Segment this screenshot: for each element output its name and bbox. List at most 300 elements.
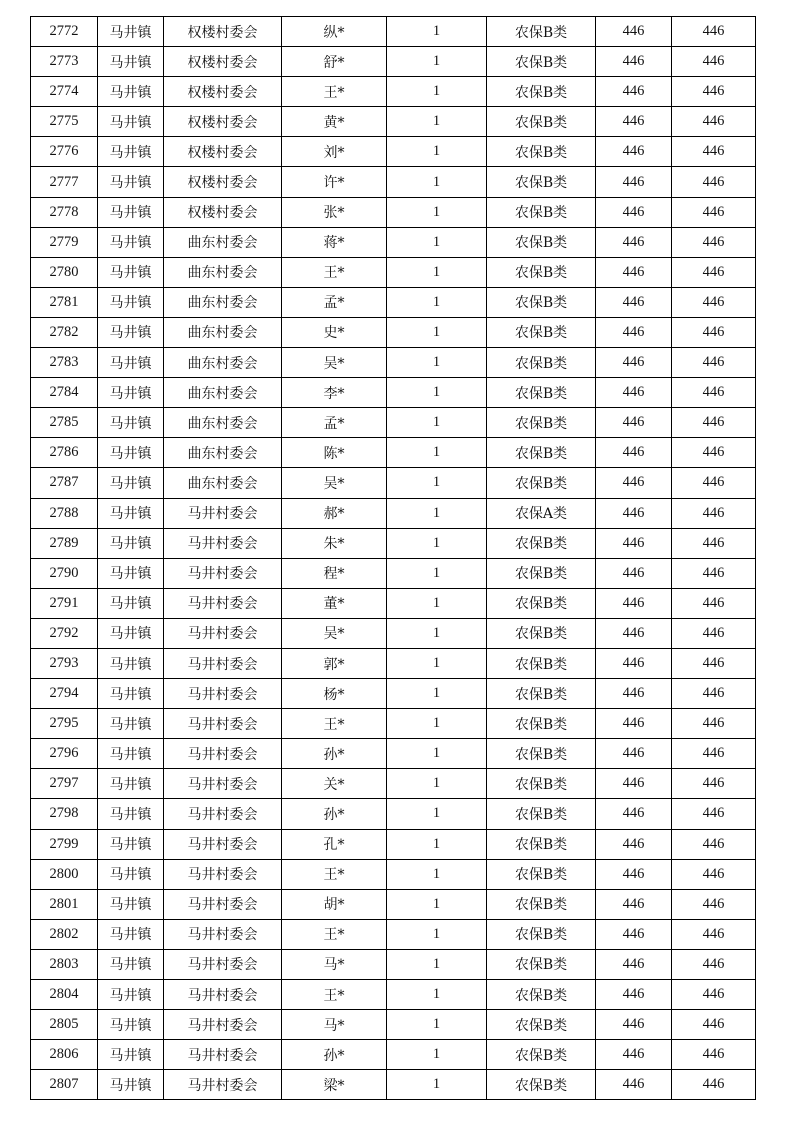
category-cell: 农保B类 [487, 257, 596, 287]
amount-cell: 446 [596, 77, 672, 107]
town-cell: 马井镇 [98, 287, 164, 317]
amount-cell: 446 [596, 769, 672, 799]
count-cell: 1 [387, 859, 487, 889]
count-cell: 1 [387, 107, 487, 137]
amount-cell: 446 [596, 468, 672, 498]
name-cell: 杨* [282, 679, 387, 709]
total-cell: 446 [672, 498, 756, 528]
count-cell: 1 [387, 378, 487, 408]
town-cell: 马井镇 [98, 197, 164, 227]
table-row [31, 1010, 756, 1040]
total-cell: 446 [672, 227, 756, 257]
table-row [31, 137, 756, 167]
serial-number-cell: 2786 [31, 438, 98, 468]
serial-number-cell: 2796 [31, 739, 98, 769]
town-cell: 马井镇 [98, 829, 164, 859]
serial-number-cell: 2795 [31, 709, 98, 739]
name-cell: 刘* [282, 137, 387, 167]
total-cell: 446 [672, 648, 756, 678]
table-row [31, 438, 756, 468]
amount-cell: 446 [596, 919, 672, 949]
amount-cell: 446 [596, 980, 672, 1010]
count-cell: 1 [387, 949, 487, 979]
category-cell: 农保B类 [487, 197, 596, 227]
amount-cell: 446 [596, 739, 672, 769]
name-cell: 吴* [282, 348, 387, 378]
village-committee-cell: 权楼村委会 [164, 137, 282, 167]
serial-number-cell: 2781 [31, 287, 98, 317]
count-cell: 1 [387, 197, 487, 227]
count-cell: 1 [387, 1040, 487, 1070]
amount-cell: 446 [596, 137, 672, 167]
table-row [31, 919, 756, 949]
town-cell: 马井镇 [98, 949, 164, 979]
count-cell: 1 [387, 769, 487, 799]
village-committee-cell: 马井村委会 [164, 618, 282, 648]
amount-cell: 446 [596, 648, 672, 678]
total-cell: 446 [672, 679, 756, 709]
village-committee-cell: 马井村委会 [164, 1070, 282, 1100]
count-cell: 1 [387, 498, 487, 528]
village-committee-cell: 马井村委会 [164, 709, 282, 739]
amount-cell: 446 [596, 528, 672, 558]
town-cell: 马井镇 [98, 889, 164, 919]
village-committee-cell: 权楼村委会 [164, 77, 282, 107]
serial-number-cell: 2799 [31, 829, 98, 859]
amount-cell: 446 [596, 378, 672, 408]
category-cell: 农保B类 [487, 889, 596, 919]
town-cell: 马井镇 [98, 77, 164, 107]
table-row [31, 679, 756, 709]
serial-number-cell: 2805 [31, 1010, 98, 1040]
category-cell: 农保B类 [487, 287, 596, 317]
name-cell: 吴* [282, 468, 387, 498]
table-row [31, 77, 756, 107]
table-row [31, 949, 756, 979]
table-row [31, 859, 756, 889]
village-committee-cell: 曲东村委会 [164, 257, 282, 287]
table-row [31, 317, 756, 347]
category-cell: 农保B类 [487, 769, 596, 799]
total-cell: 446 [672, 287, 756, 317]
total-cell: 446 [672, 859, 756, 889]
count-cell: 1 [387, 618, 487, 648]
serial-number-cell: 2790 [31, 558, 98, 588]
village-committee-cell: 马井村委会 [164, 859, 282, 889]
table-row [31, 889, 756, 919]
total-cell: 446 [672, 378, 756, 408]
count-cell: 1 [387, 257, 487, 287]
count-cell: 1 [387, 739, 487, 769]
count-cell: 1 [387, 408, 487, 438]
table-row [31, 558, 756, 588]
total-cell: 446 [672, 317, 756, 347]
category-cell: 农保B类 [487, 618, 596, 648]
count-cell: 1 [387, 287, 487, 317]
total-cell: 446 [672, 1070, 756, 1100]
document-page [30, 16, 755, 1100]
category-cell: 农保B类 [487, 317, 596, 347]
village-committee-cell: 马井村委会 [164, 498, 282, 528]
amount-cell: 446 [596, 859, 672, 889]
serial-number-cell: 2773 [31, 47, 98, 77]
amount-cell: 446 [596, 679, 672, 709]
total-cell: 446 [672, 167, 756, 197]
total-cell: 446 [672, 709, 756, 739]
serial-number-cell: 2778 [31, 197, 98, 227]
name-cell: 李* [282, 378, 387, 408]
total-cell: 446 [672, 769, 756, 799]
count-cell: 1 [387, 47, 487, 77]
village-committee-cell: 马井村委会 [164, 799, 282, 829]
serial-number-cell: 2788 [31, 498, 98, 528]
category-cell: 农保B类 [487, 829, 596, 859]
amount-cell: 446 [596, 348, 672, 378]
amount-cell: 446 [596, 498, 672, 528]
name-cell: 孙* [282, 739, 387, 769]
total-cell: 446 [672, 1040, 756, 1070]
name-cell: 陈* [282, 438, 387, 468]
serial-number-cell: 2804 [31, 980, 98, 1010]
category-cell: 农保B类 [487, 949, 596, 979]
village-committee-cell: 曲东村委会 [164, 438, 282, 468]
serial-number-cell: 2782 [31, 317, 98, 347]
category-cell: 农保B类 [487, 438, 596, 468]
serial-number-cell: 2779 [31, 227, 98, 257]
name-cell: 舒* [282, 47, 387, 77]
serial-number-cell: 2784 [31, 378, 98, 408]
village-committee-cell: 马井村委会 [164, 829, 282, 859]
table-row [31, 17, 756, 47]
town-cell: 马井镇 [98, 438, 164, 468]
count-cell: 1 [387, 348, 487, 378]
name-cell: 郝* [282, 498, 387, 528]
name-cell: 纵* [282, 17, 387, 47]
total-cell: 446 [672, 137, 756, 167]
table-row [31, 618, 756, 648]
total-cell: 446 [672, 528, 756, 558]
village-committee-cell: 权楼村委会 [164, 107, 282, 137]
table-row [31, 739, 756, 769]
serial-number-cell: 2792 [31, 618, 98, 648]
village-committee-cell: 马井村委会 [164, 739, 282, 769]
total-cell: 446 [672, 348, 756, 378]
name-cell: 王* [282, 709, 387, 739]
amount-cell: 446 [596, 1040, 672, 1070]
name-cell: 胡* [282, 889, 387, 919]
amount-cell: 446 [596, 949, 672, 979]
count-cell: 1 [387, 77, 487, 107]
name-cell: 朱* [282, 528, 387, 558]
town-cell: 马井镇 [98, 107, 164, 137]
town-cell: 马井镇 [98, 317, 164, 347]
serial-number-cell: 2794 [31, 679, 98, 709]
name-cell: 张* [282, 197, 387, 227]
category-cell: 农保B类 [487, 588, 596, 618]
total-cell: 446 [672, 197, 756, 227]
category-cell: 农保B类 [487, 1070, 596, 1100]
table-row [31, 107, 756, 137]
serial-number-cell: 2802 [31, 919, 98, 949]
serial-number-cell: 2798 [31, 799, 98, 829]
name-cell: 马* [282, 949, 387, 979]
total-cell: 446 [672, 618, 756, 648]
village-committee-cell: 马井村委会 [164, 919, 282, 949]
table-row [31, 498, 756, 528]
amount-cell: 446 [596, 1070, 672, 1100]
name-cell: 许* [282, 167, 387, 197]
village-committee-cell: 马井村委会 [164, 528, 282, 558]
amount-cell: 446 [596, 287, 672, 317]
category-cell: 农保B类 [487, 648, 596, 678]
name-cell: 王* [282, 257, 387, 287]
amount-cell: 446 [596, 17, 672, 47]
table-row [31, 378, 756, 408]
town-cell: 马井镇 [98, 618, 164, 648]
table-row [31, 769, 756, 799]
category-cell: 农保B类 [487, 709, 596, 739]
category-cell: 农保B类 [487, 227, 596, 257]
town-cell: 马井镇 [98, 980, 164, 1010]
count-cell: 1 [387, 227, 487, 257]
count-cell: 1 [387, 137, 487, 167]
total-cell: 446 [672, 739, 756, 769]
count-cell: 1 [387, 679, 487, 709]
serial-number-cell: 2803 [31, 949, 98, 979]
total-cell: 446 [672, 949, 756, 979]
name-cell: 王* [282, 980, 387, 1010]
table-row [31, 799, 756, 829]
town-cell: 马井镇 [98, 799, 164, 829]
serial-number-cell: 2789 [31, 528, 98, 558]
village-committee-cell: 权楼村委会 [164, 167, 282, 197]
name-cell: 马* [282, 1010, 387, 1040]
serial-number-cell: 2774 [31, 77, 98, 107]
table-row [31, 829, 756, 859]
count-cell: 1 [387, 980, 487, 1010]
category-cell: 农保B类 [487, 167, 596, 197]
serial-number-cell: 2785 [31, 408, 98, 438]
amount-cell: 446 [596, 558, 672, 588]
name-cell: 孟* [282, 408, 387, 438]
name-cell: 孙* [282, 1040, 387, 1070]
total-cell: 446 [672, 17, 756, 47]
town-cell: 马井镇 [98, 17, 164, 47]
village-committee-cell: 权楼村委会 [164, 197, 282, 227]
category-cell: 农保B类 [487, 107, 596, 137]
village-committee-cell: 曲东村委会 [164, 468, 282, 498]
amount-cell: 446 [596, 829, 672, 859]
village-committee-cell: 曲东村委会 [164, 378, 282, 408]
count-cell: 1 [387, 1070, 487, 1100]
category-cell: 农保B类 [487, 859, 596, 889]
town-cell: 马井镇 [98, 227, 164, 257]
town-cell: 马井镇 [98, 137, 164, 167]
town-cell: 马井镇 [98, 558, 164, 588]
serial-number-cell: 2800 [31, 859, 98, 889]
serial-number-cell: 2807 [31, 1070, 98, 1100]
amount-cell: 446 [596, 317, 672, 347]
amount-cell: 446 [596, 167, 672, 197]
category-cell: 农保B类 [487, 739, 596, 769]
total-cell: 446 [672, 588, 756, 618]
name-cell: 王* [282, 859, 387, 889]
town-cell: 马井镇 [98, 468, 164, 498]
count-cell: 1 [387, 829, 487, 859]
serial-number-cell: 2791 [31, 588, 98, 618]
count-cell: 1 [387, 558, 487, 588]
name-cell: 关* [282, 769, 387, 799]
town-cell: 马井镇 [98, 769, 164, 799]
name-cell: 孔* [282, 829, 387, 859]
village-committee-cell: 马井村委会 [164, 648, 282, 678]
name-cell: 董* [282, 588, 387, 618]
amount-cell: 446 [596, 618, 672, 648]
table-row [31, 47, 756, 77]
total-cell: 446 [672, 438, 756, 468]
serial-number-cell: 2797 [31, 769, 98, 799]
table-row [31, 227, 756, 257]
town-cell: 马井镇 [98, 919, 164, 949]
village-committee-cell: 马井村委会 [164, 1010, 282, 1040]
town-cell: 马井镇 [98, 859, 164, 889]
amount-cell: 446 [596, 227, 672, 257]
table-row [31, 648, 756, 678]
amount-cell: 446 [596, 588, 672, 618]
serial-number-cell: 2775 [31, 107, 98, 137]
total-cell: 446 [672, 558, 756, 588]
town-cell: 马井镇 [98, 1010, 164, 1040]
amount-cell: 446 [596, 257, 672, 287]
count-cell: 1 [387, 167, 487, 197]
name-cell: 孟* [282, 287, 387, 317]
village-committee-cell: 权楼村委会 [164, 47, 282, 77]
category-cell: 农保B类 [487, 528, 596, 558]
name-cell: 蒋* [282, 227, 387, 257]
count-cell: 1 [387, 1010, 487, 1040]
village-committee-cell: 马井村委会 [164, 558, 282, 588]
town-cell: 马井镇 [98, 1070, 164, 1100]
town-cell: 马井镇 [98, 408, 164, 438]
serial-number-cell: 2801 [31, 889, 98, 919]
town-cell: 马井镇 [98, 648, 164, 678]
serial-number-cell: 2783 [31, 348, 98, 378]
amount-cell: 446 [596, 709, 672, 739]
table-row [31, 980, 756, 1010]
total-cell: 446 [672, 980, 756, 1010]
town-cell: 马井镇 [98, 47, 164, 77]
village-committee-cell: 马井村委会 [164, 679, 282, 709]
town-cell: 马井镇 [98, 498, 164, 528]
table-row [31, 257, 756, 287]
town-cell: 马井镇 [98, 528, 164, 558]
table-row [31, 167, 756, 197]
count-cell: 1 [387, 468, 487, 498]
total-cell: 446 [672, 829, 756, 859]
amount-cell: 446 [596, 408, 672, 438]
serial-number-cell: 2772 [31, 17, 98, 47]
town-cell: 马井镇 [98, 709, 164, 739]
amount-cell: 446 [596, 107, 672, 137]
count-cell: 1 [387, 17, 487, 47]
category-cell: 农保A类 [487, 498, 596, 528]
amount-cell: 446 [596, 197, 672, 227]
data-table [30, 16, 756, 1100]
total-cell: 446 [672, 77, 756, 107]
count-cell: 1 [387, 528, 487, 558]
serial-number-cell: 2777 [31, 167, 98, 197]
category-cell: 农保B类 [487, 468, 596, 498]
town-cell: 马井镇 [98, 1040, 164, 1070]
category-cell: 农保B类 [487, 980, 596, 1010]
name-cell: 梁* [282, 1070, 387, 1100]
category-cell: 农保B类 [487, 1040, 596, 1070]
category-cell: 农保B类 [487, 799, 596, 829]
name-cell: 黄* [282, 107, 387, 137]
amount-cell: 446 [596, 799, 672, 829]
village-committee-cell: 马井村委会 [164, 588, 282, 618]
total-cell: 446 [672, 889, 756, 919]
name-cell: 吴* [282, 618, 387, 648]
amount-cell: 446 [596, 889, 672, 919]
table-row [31, 1040, 756, 1070]
table-row [31, 1070, 756, 1100]
count-cell: 1 [387, 317, 487, 347]
table-row [31, 588, 756, 618]
serial-number-cell: 2806 [31, 1040, 98, 1070]
table-row [31, 197, 756, 227]
table-row [31, 709, 756, 739]
total-cell: 446 [672, 919, 756, 949]
category-cell: 农保B类 [487, 17, 596, 47]
total-cell: 446 [672, 257, 756, 287]
category-cell: 农保B类 [487, 137, 596, 167]
town-cell: 马井镇 [98, 588, 164, 618]
count-cell: 1 [387, 799, 487, 829]
table-row [31, 528, 756, 558]
table-row [31, 408, 756, 438]
village-committee-cell: 马井村委会 [164, 889, 282, 919]
serial-number-cell: 2787 [31, 468, 98, 498]
category-cell: 农保B类 [487, 558, 596, 588]
serial-number-cell: 2793 [31, 648, 98, 678]
count-cell: 1 [387, 438, 487, 468]
name-cell: 孙* [282, 799, 387, 829]
name-cell: 郭* [282, 648, 387, 678]
name-cell: 王* [282, 77, 387, 107]
amount-cell: 446 [596, 47, 672, 77]
category-cell: 农保B类 [487, 378, 596, 408]
name-cell: 史* [282, 317, 387, 347]
category-cell: 农保B类 [487, 47, 596, 77]
table-row [31, 348, 756, 378]
total-cell: 446 [672, 408, 756, 438]
count-cell: 1 [387, 588, 487, 618]
village-committee-cell: 曲东村委会 [164, 348, 282, 378]
town-cell: 马井镇 [98, 167, 164, 197]
village-committee-cell: 马井村委会 [164, 769, 282, 799]
village-committee-cell: 马井村委会 [164, 1040, 282, 1070]
town-cell: 马井镇 [98, 378, 164, 408]
category-cell: 农保B类 [487, 679, 596, 709]
category-cell: 农保B类 [487, 919, 596, 949]
town-cell: 马井镇 [98, 257, 164, 287]
table-row [31, 287, 756, 317]
total-cell: 446 [672, 47, 756, 77]
count-cell: 1 [387, 889, 487, 919]
village-committee-cell: 曲东村委会 [164, 408, 282, 438]
town-cell: 马井镇 [98, 348, 164, 378]
